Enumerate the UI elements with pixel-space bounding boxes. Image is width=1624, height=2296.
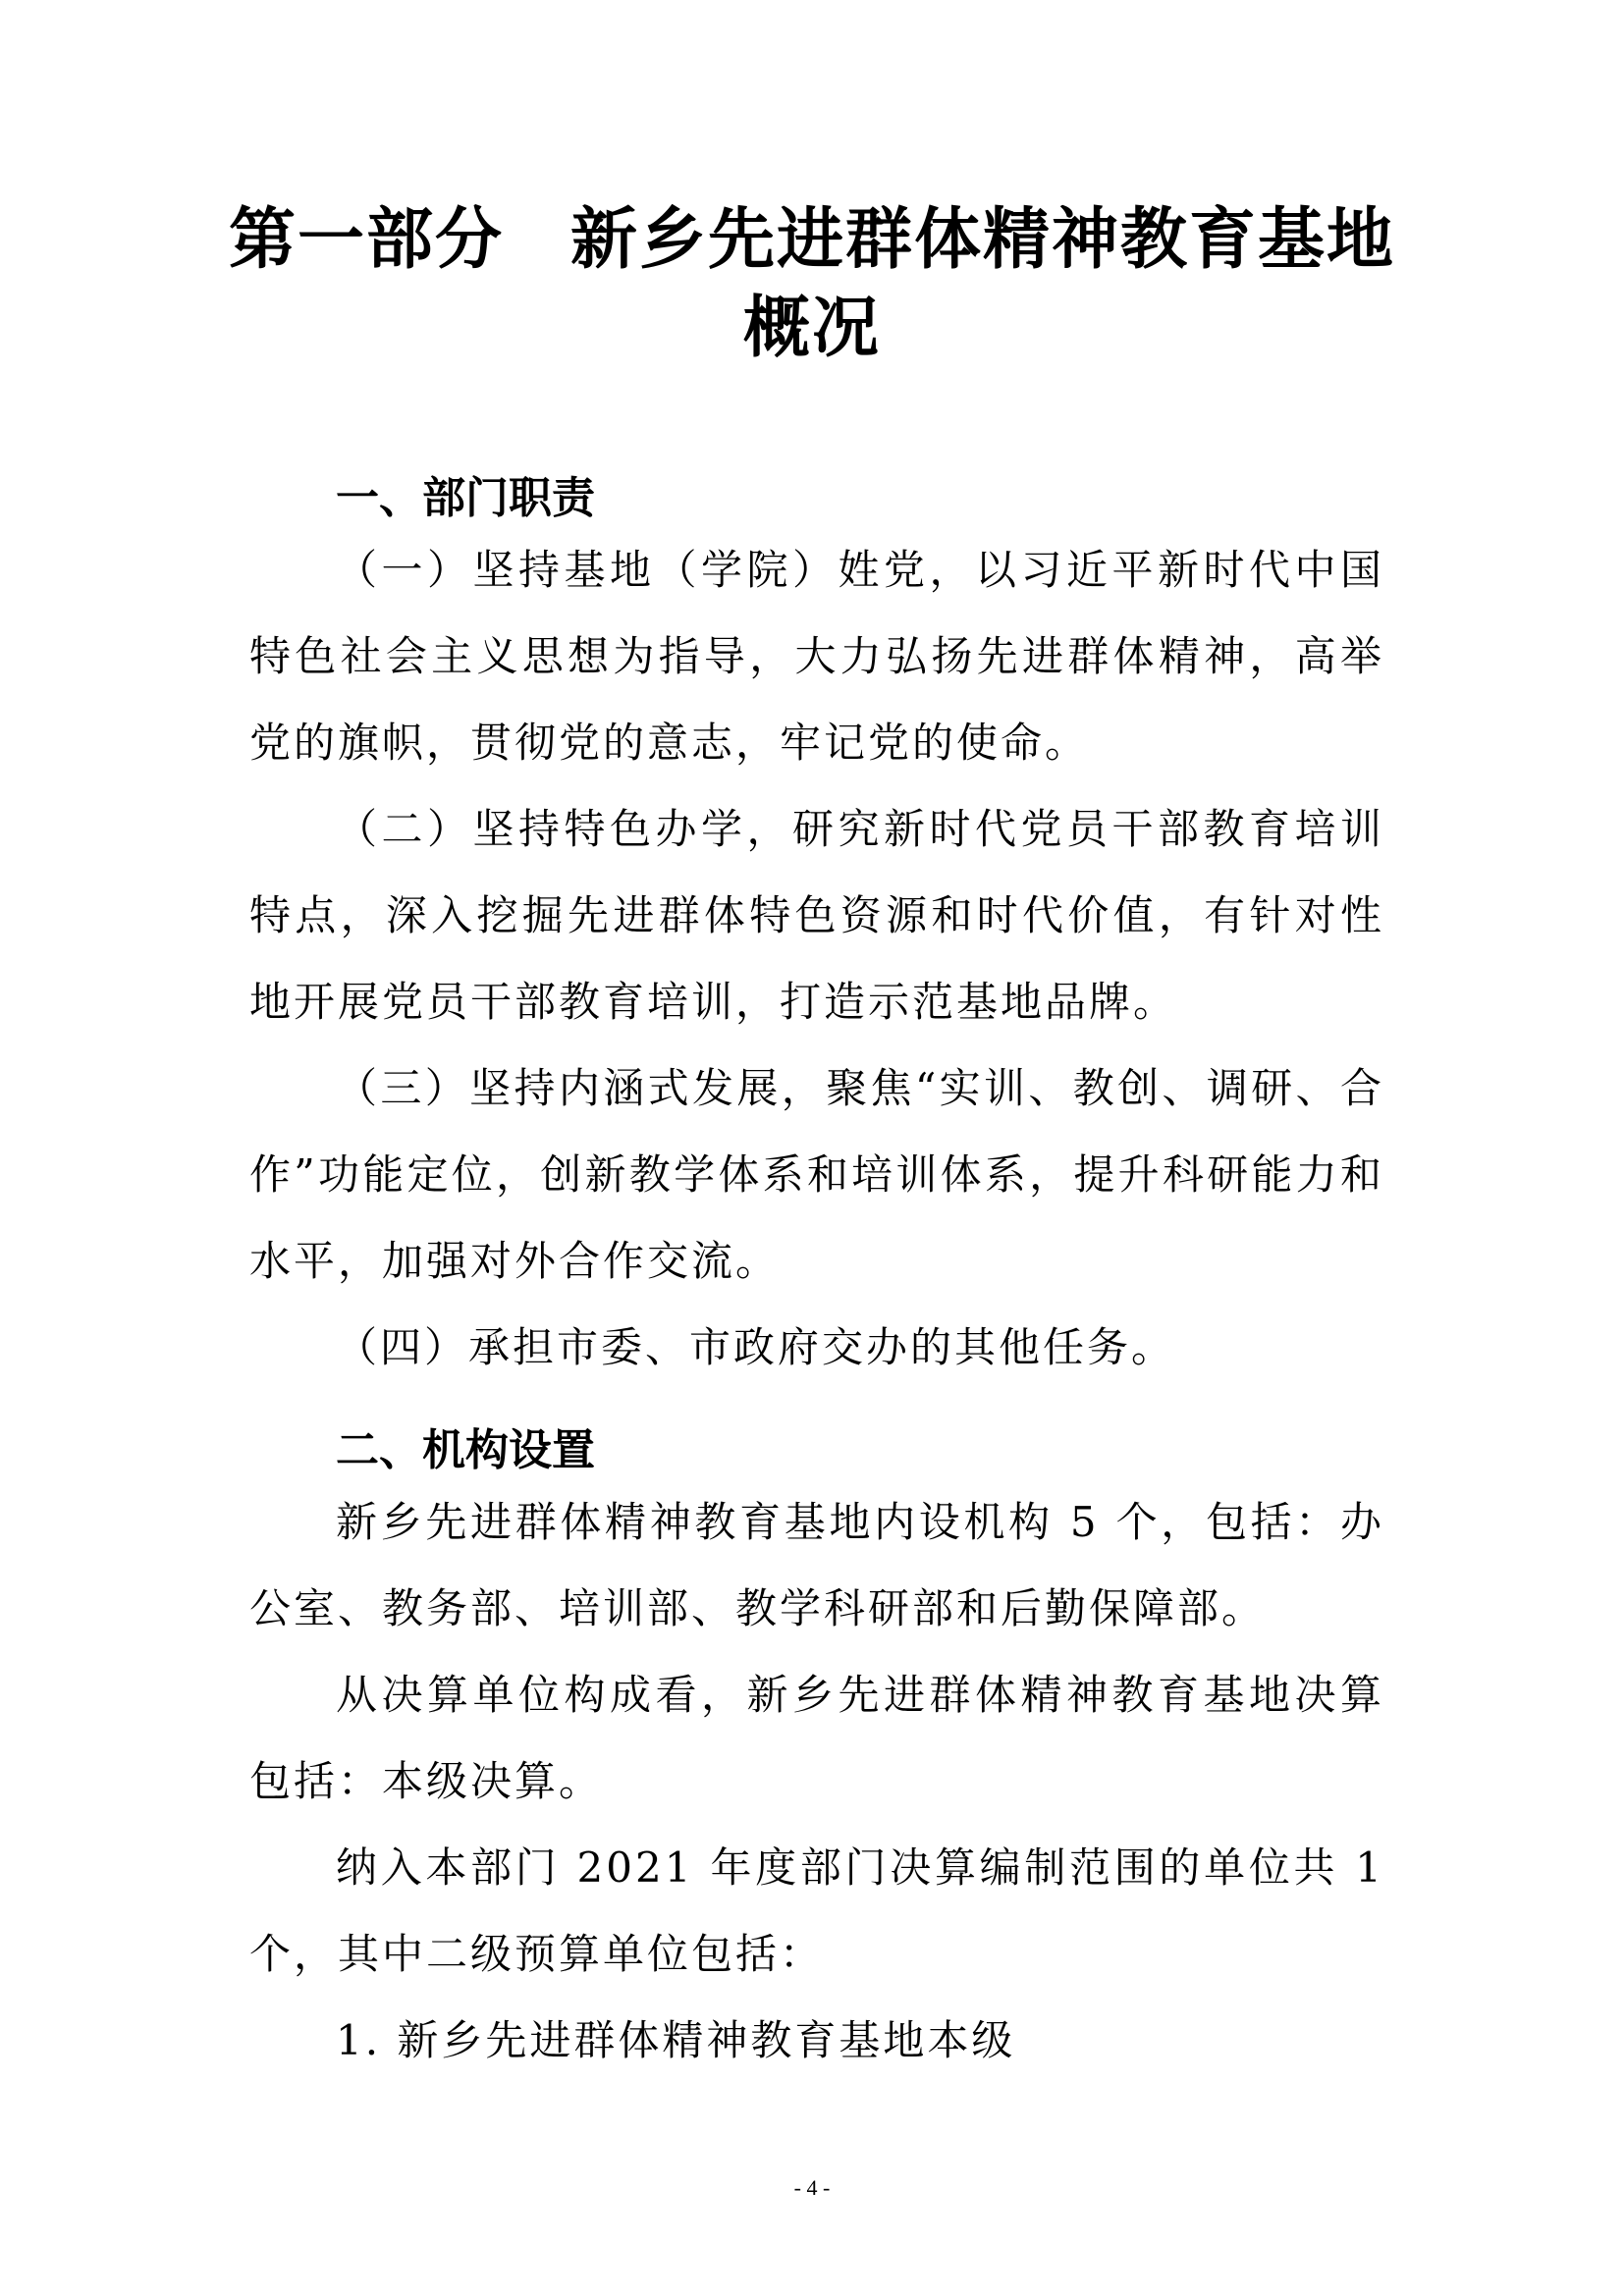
section-heading-duties: 一、部门职责 — [336, 473, 595, 523]
page-number: - 4 - — [793, 2175, 831, 2200]
title-subject: 新乡先进群体精神教育基地 — [570, 201, 1396, 279]
organization-paragraph-2: 从决算单位构成看，新乡先进群体精神教育基地决算包括：本级决算。 — [249, 1671, 1384, 1805]
duty-paragraph-4: （四）承担市委、市政府交办的其他任务。 — [336, 1323, 1176, 1371]
organization-list-item-1: 1. 新乡先进群体精神教育基地本级 — [336, 2016, 1016, 2064]
duty-paragraph-3: （三）坚持内涵式发展，聚焦“实训、教创、调研、合作”功能定位，创新教学体系和培训体系，提升科研能力和水平，加强对外合作交流。 — [249, 1064, 1384, 1285]
organization-paragraph-1: 新乡先进群体精神教育基地内设机构 5 个，包括：办公室、教务部、培训部、教学科研部和后勤保障部。 — [249, 1498, 1384, 1632]
page-title — [196, 196, 1428, 285]
duty-paragraph-2: （二）坚持特色办学，研究新时代党员干部教育培训特点，深入挖掘先进群体特色资源和时代价值，有针对性地开展党员干部教育培训，打造示范基地品牌。 — [249, 805, 1384, 1026]
page-title-continued: 概况 — [742, 290, 881, 367]
duty-paragraph-1: （一）坚持基地（学院）姓党，以习近平新时代中国特色社会主义思想为指导，大力弘扬先进群体精神，高举党的旗帜，贯彻党的意志，牢记党的使命。 — [249, 546, 1384, 767]
section-heading-organization: 二、机构设置 — [336, 1425, 595, 1475]
title-part-label: 第一部分 — [228, 201, 504, 279]
organization-paragraph-3: 纳入本部门 2021 年度部门决算编制范围的单位共 1 个，其中二级预算单位包括： — [249, 1843, 1384, 1978]
